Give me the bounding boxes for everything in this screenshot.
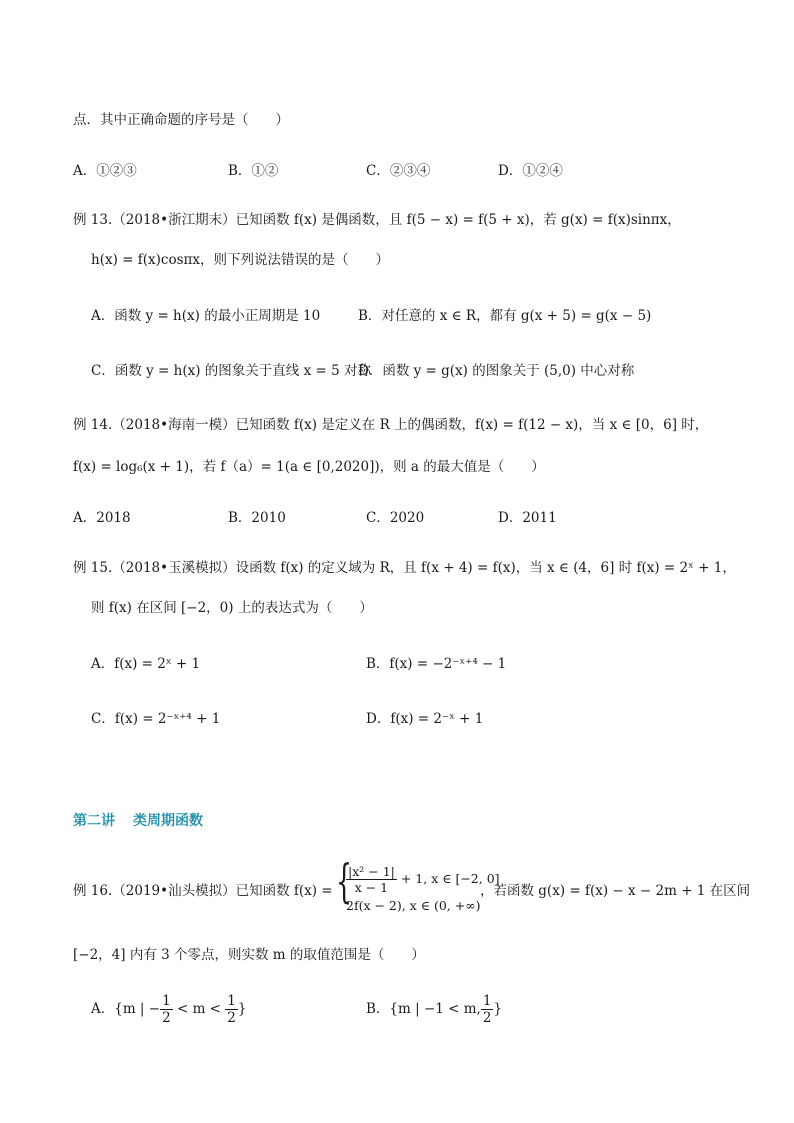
- q13-stem-line2: h(x) = f(x)cosπx，则下列说法错误的是（ ）: [91, 252, 389, 268]
- section-title: 类周期函数: [133, 813, 203, 829]
- piecewise-row-1: $\frac{\text{|x² − 1|}}{x - 1}$ + 1, x ∈ [−2, 0]: [348, 864, 500, 895]
- q15-stem-line2: 则 f(x) 在区间 [−2，0) 上的表达式为（ ）: [91, 600, 373, 616]
- q14-stem-line1: 例 14.（2018•海南一模）已知函数 f(x) 是定义在 R 上的偶函数，f(x) = f(12 − x)，当 x ∈ [0，6] 时，: [73, 417, 709, 433]
- section-heading: [73, 810, 221, 830]
- q12-option-b: B．①②: [228, 163, 279, 179]
- q13-stem-line1: 例 13.（2018•浙江期末）已知函数 f(x) 是偶函数，且 f(5 − x) = f(5 + x)，若 g(x) = f(x)sinπx，: [73, 212, 681, 228]
- q12-option-d: D．①②④: [498, 163, 563, 179]
- fraction: $\frac{\text{|x² − 1|}}{x - 1}$: [348, 864, 395, 895]
- q14-option-b: B．2010: [228, 510, 286, 526]
- q16-stem-suffix: ，若函数 g(x) = f(x) − x − 2m + 1 在区间: [480, 883, 751, 899]
- q14-option-d: D．2011: [498, 510, 557, 526]
- q12-option-a: A．①②③: [73, 163, 137, 179]
- q15-option-b: B．f(x) = −2⁻ˣ⁺⁴ − 1: [366, 656, 507, 672]
- q14-stem-line2: f(x) = log₆(x + 1)，若 f（a）= 1(a ∈ [0,2020])，则 a 的最大值是（ ）: [73, 459, 545, 475]
- q16-option-b: B．{m | −1 < m, $\frac{1}{2}$ }: [366, 993, 503, 1026]
- section-number: 第二讲: [73, 813, 115, 829]
- q15-option-c: C．f(x) = 2⁻ˣ⁺⁴ + 1: [91, 711, 221, 727]
- question-continuation: 点．其中正确命题的序号是（ ）: [73, 112, 289, 128]
- q12-option-c: C．②③④: [366, 163, 431, 179]
- brace-symbol: {: [336, 854, 353, 908]
- q13-option-a: A．函数 y = h(x) 的最小正周期是 10: [91, 308, 321, 324]
- q16-option-a: A．{m | − $\frac{1}{2}$ < m < $\frac{1}{2}$ }: [91, 993, 247, 1026]
- fraction: $\frac{1}{2}$: [227, 993, 236, 1026]
- q16-stem-prefix: 例 16.（2019•汕头模拟）已知函数 f(x) =: [73, 883, 333, 899]
- fraction: $\frac{1}{2}$: [482, 993, 492, 1026]
- q13-option-d: D．函数 y = g(x) 的图象关于 (5,0) 中心对称: [358, 363, 635, 379]
- fraction: $\frac{1}{2}$: [162, 993, 171, 1026]
- q15-option-d: D．f(x) = 2⁻ˣ + 1: [366, 711, 484, 727]
- q15-stem-line1: 例 15.（2018•玉溪模拟）设函数 f(x) 的定义域为 R，且 f(x + 4) = f(x)，当 x ∈ (4，6] 时 f(x) = 2ˣ + 1，: [73, 560, 736, 576]
- q14-option-a: A．2018: [73, 510, 131, 526]
- q13-option-c: C．函数 y = h(x) 的图象关于直线 x = 5 对称: [91, 363, 371, 379]
- q14-option-c: C．2020: [366, 510, 425, 526]
- q16-stem-line2: [−2，4] 内有 3 个零点，则实数 m 的取值范围是（ ）: [73, 947, 425, 963]
- q15-option-a: A．f(x) = 2ˣ + 1: [91, 656, 201, 672]
- piecewise-row-2: 2f(x − 2), x ∈ (0, +∞): [346, 898, 481, 913]
- q13-option-b: B．对任意的 x ∈ R，都有 g(x + 5) = g(x − 5): [358, 308, 652, 324]
